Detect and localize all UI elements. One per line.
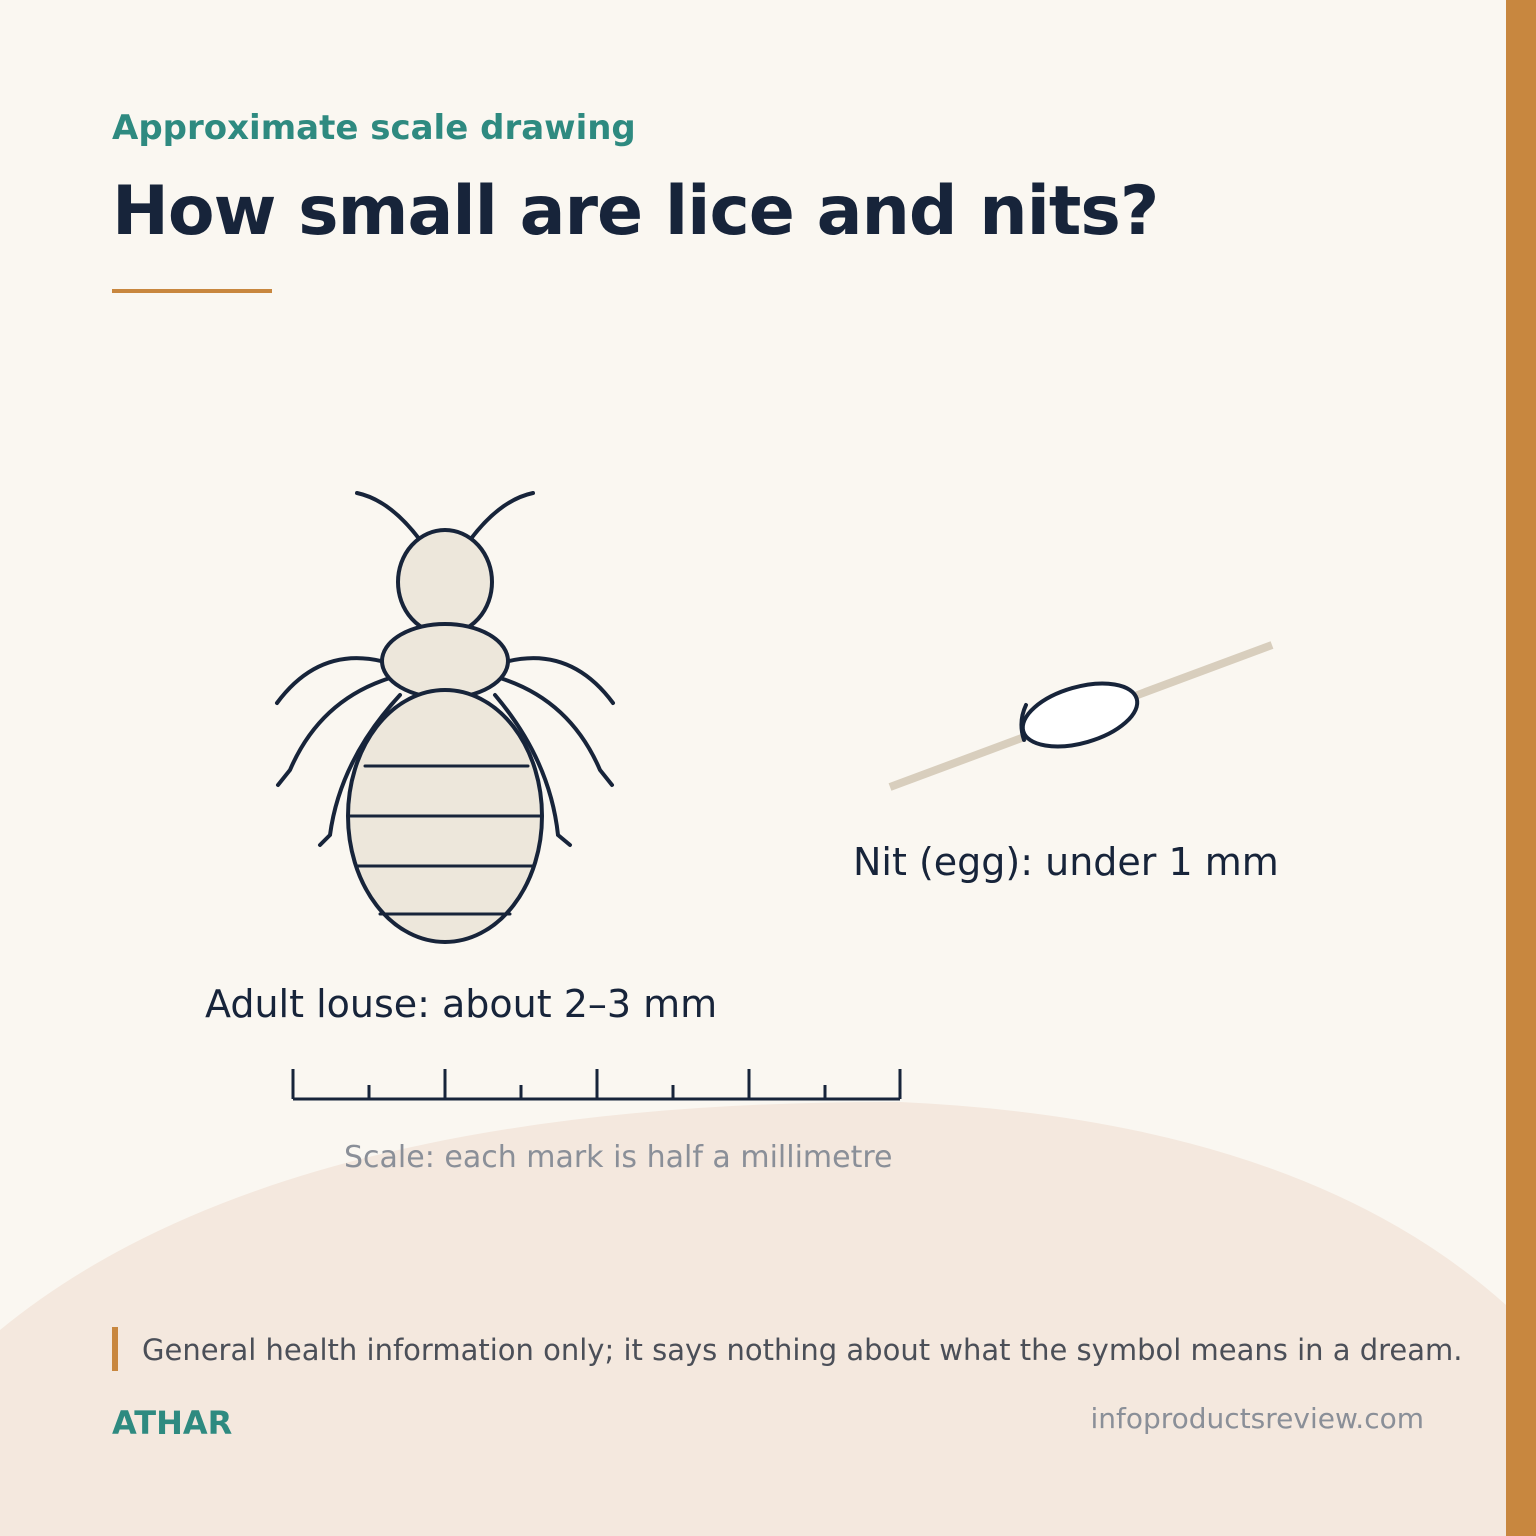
note-accent-bar [112, 1327, 118, 1371]
brand-logo: ATHAR [112, 1404, 233, 1442]
nit-drawing [890, 645, 1272, 787]
nit-egg [1016, 672, 1145, 758]
louse-head [398, 530, 492, 634]
nit-size-label: Nit (egg): under 1 mm [853, 840, 1279, 884]
leg-front-left [277, 658, 385, 703]
site-url: infoproductsreview.com [1090, 1402, 1424, 1435]
disclaimer-note: General health information only; it says nothing about what the symbol means in a dream. [142, 1333, 1463, 1367]
louse-drawing [277, 493, 613, 942]
louse-thorax [382, 624, 508, 698]
louse-size-label: Adult louse: about 2–3 mm [205, 982, 718, 1026]
leg-front-right [505, 658, 613, 703]
eyebrow-label: Approximate scale drawing [112, 108, 636, 148]
antenna-right [470, 493, 533, 540]
scale-caption: Scale: each mark is half a millimetre [344, 1140, 893, 1175]
scale-ruler [293, 1069, 900, 1099]
antenna-left [357, 493, 420, 540]
page-title: How small are lice and nits? [112, 172, 1159, 251]
